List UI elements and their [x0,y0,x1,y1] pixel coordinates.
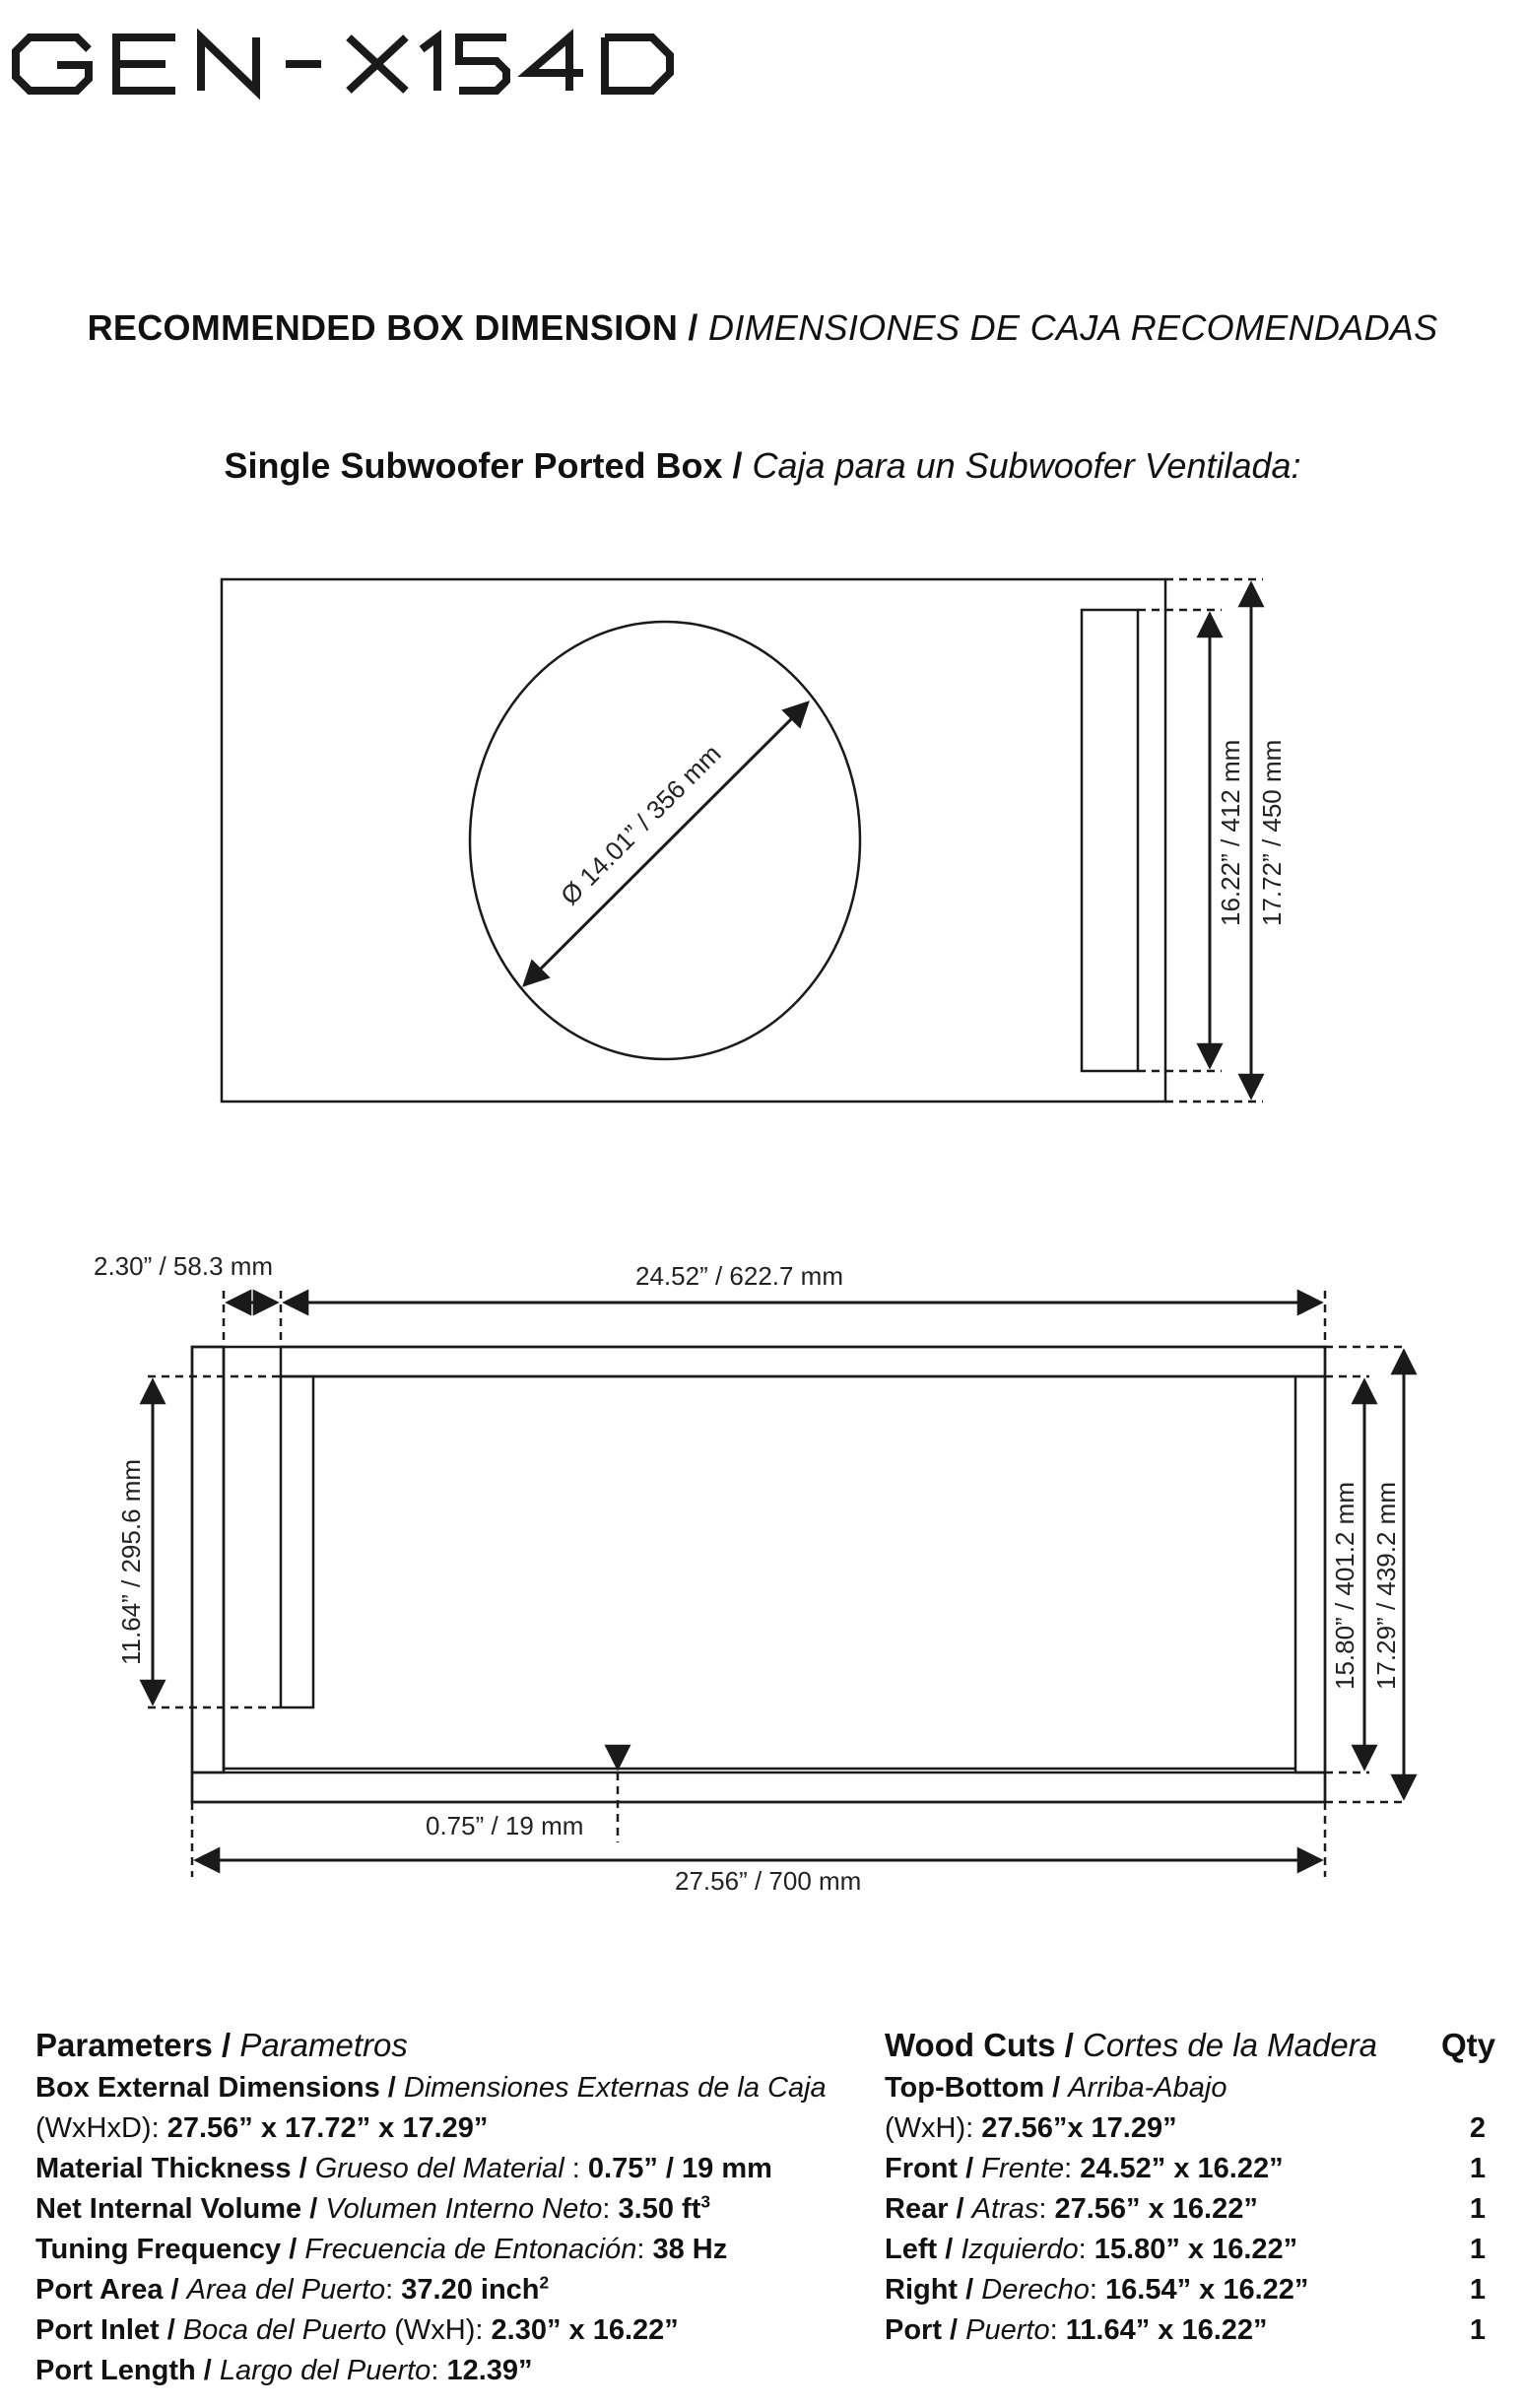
parameter-name-en: Port Area [35,2274,164,2306]
cut-name-es: Frente [981,2153,1065,2184]
cut-prefix: : [1078,2234,1094,2265]
external-width-label: 27.56” / 700 mm [675,1866,862,1896]
port-height-label: 16.22” / 412 mm [1216,739,1245,926]
parameter-name-es: Volumen Interno Neto [325,2193,603,2225]
parameter-unit-exponent: 3 [700,2191,711,2212]
port-width-label: 2.30” / 58.3 mm [94,1251,274,1281]
parameter-value: 3.50 ft [618,2193,701,2225]
parameter-prefix: : [431,2355,447,2386]
parameter-name-en: Net Internal Volume [35,2193,302,2225]
heading-es: DIMENSIONES DE CAJA RECOMENDADAS [708,307,1438,348]
parameters-section [35,2024,863,2391]
cut-prefix: : [1049,2314,1066,2346]
wood-cuts-title-es: Cortes de la Madera [1083,2027,1378,2063]
parameter-prefix: : [385,2274,402,2306]
material-thickness-label: 0.75” / 19 mm [426,1811,584,1840]
cut-qty: 1 [1469,2274,1486,2306]
cut-size: 11.64” x 16.22” [1065,2314,1268,2346]
cut-qty: 1 [1469,2314,1486,2346]
parameter-row: Net Internal Volume / Volumen Interno Neto: 3.50 $ft^3$ [35,2191,711,2225]
parameter-unit-exponent: 2 [539,2272,550,2293]
parameter-value: 2.30” x 16.22” [491,2314,679,2346]
parameter-value: 27.56” x 17.72” x 17.29” [166,2112,489,2144]
parameter-prefix: : [564,2153,588,2184]
parameter-prefix: : [636,2234,653,2265]
parameter-name-es: Boca del Puerto [182,2314,387,2346]
cut-qty: 2 [1469,2112,1486,2144]
parameter-row: Material Thickness / Grueso del Material : 0.75” / 19 mm [35,2153,772,2184]
wood-cut-row: Rear / Atras: 27.56” x 16.22” 1 [885,2189,1495,2230]
parameter-row: Port Length / Largo del Puerto: 12.39” [35,2355,533,2386]
front-view [222,579,1263,1102]
parameter-value: 12.39” [446,2355,533,2386]
port-length-label: 11.64” / 295.6 mm [116,1458,146,1665]
cut-name-es: Izquierdo [961,2234,1079,2265]
parameter-name-es: Largo del Puerto [219,2355,431,2386]
cut-name-en: Port [885,2314,942,2346]
cut-name-en: Right [885,2274,959,2306]
cutout-diameter-label: Ø 14.01” / 356 mm [555,738,727,911]
parameter-name-en: Material Thickness [35,2153,299,2184]
cut-name-en: Rear [885,2193,949,2225]
internal-depth-label: 15.80” / 401.2 mm [1330,1482,1359,1690]
port-opening [1082,610,1138,1071]
wood-cut-row: Top-Bottom / Arriba-Abajo [885,2072,1227,2104]
internal-width-label: 24.52” / 622.7 mm [635,1261,843,1291]
cut-size: 27.56”x 17.29” [981,2112,1177,2144]
heading-en: RECOMMENDED BOX DIMENSION [87,307,679,348]
wood-cut-row: Front / Frente: 24.52” x 16.22” 1 [885,2149,1495,2189]
wood-cut-row: Right / Derecho: 16.54” x 16.22” 1 [885,2270,1495,2310]
parameter-prefix: : [602,2193,619,2225]
qty-header: Qty [1440,2027,1495,2063]
cut-name-es: Arriba-Abajo [1068,2072,1227,2104]
parameters-title: Parameters / Parametros [35,2027,408,2063]
box-height-label: 17.72” / 450 mm [1257,739,1287,926]
cut-name-en: Left [885,2234,938,2265]
parameter-name-en: Port Inlet [35,2314,160,2346]
cut-qty: 1 [1469,2193,1486,2225]
bottom-panel [192,1773,1325,1802]
parameter-value: 38 Hz [652,2234,728,2265]
parameter-row: Port Inlet / Boca del Puerto (WxH): 2.30” x 16.22” [35,2314,679,2346]
subwoofer-cutout [470,622,860,1059]
wood-cut-row [885,2108,1495,2149]
parameter-prefix: (WxHxD): [35,2112,167,2144]
cut-prefix: (WxH): [885,2112,982,2144]
wood-cut-row: Port / Puerto: 11.64” x 16.22” 1 [885,2310,1495,2351]
cut-prefix: : [1038,2193,1055,2225]
port-wall [281,1376,313,1707]
wood-cut-row: Left / Izquierdo: 15.80” x 16.22” 1 [885,2230,1495,2270]
wood-cuts-title: Wood Cuts / Cortes de la Madera [885,2027,1378,2063]
parameter-name-en: Tuning Frequency [35,2234,282,2265]
parameter-name-en: Box External Dimensions [35,2072,380,2104]
parameter-name-en: Port Length [35,2355,196,2386]
box-outer-outline [192,1347,1325,1802]
subheading-es: Caja para un Subwoofer Ventilada: [752,445,1301,486]
subheading-en: Single Subwoofer Ported Box [224,445,723,486]
cut-prefix: : [1064,2153,1081,2184]
cutout-diameter-arrow [524,702,808,985]
wood-cuts-title-en: Wood Cuts [885,2027,1056,2063]
parameter-name-es: Frecuencia de Entonación [304,2234,637,2265]
front-baffle-outline [222,579,1165,1102]
parameter-row: Box External Dimensions / Dimensiones Externas de la Caja [35,2072,827,2104]
parameter-value: 0.75” / 19 mm [587,2153,772,2184]
parameters-title-es: Parametros [239,2027,408,2063]
cut-name-es: Derecho [981,2274,1090,2306]
wood-cuts-section [885,2024,1495,2351]
subheading-separator: / [722,445,753,486]
parameter-value: 37.20 inch [401,2274,540,2306]
top-view [148,1291,1407,1877]
cut-qty: 1 [1469,2153,1486,2184]
cut-prefix: : [1089,2274,1106,2306]
cut-size: 16.54” x 16.22” [1105,2274,1309,2306]
cut-name-en: Front [885,2153,959,2184]
rear-panel [1295,1376,1325,1773]
parameters-title-en: Parameters [35,2027,213,2063]
parameter-prefix: (WxH): [386,2314,492,2346]
cut-size: 24.52” x 16.22” [1080,2153,1284,2184]
cut-size: 15.80” x 16.22” [1094,2234,1298,2265]
parameter-row: Tuning Frequency / Frecuencia de Entonación: 38 Hz [35,2234,728,2265]
parameter-row: Port Area / Area del Puerto: 37.20 inch$^2$ [35,2272,550,2306]
external-depth-label: 17.29” / 439.2 mm [1371,1482,1401,1690]
cut-size: 27.56” x 16.22” [1054,2193,1258,2225]
parameter-name-es: Grueso del Material [314,2153,564,2184]
heading-separator: / [678,307,709,348]
cut-name-es: Puerto [965,2314,1050,2346]
parameter-name-es: Area del Puerto [186,2274,386,2306]
parameter-name-es: Dimensiones Externas de la Caja [403,2072,827,2104]
top-panel [281,1347,1325,1376]
cut-name-en: Top-Bottom [885,2072,1045,2104]
cut-qty: 1 [1469,2234,1486,2265]
cut-name-es: Atras [971,2193,1039,2225]
parameter-row [35,2108,863,2149]
